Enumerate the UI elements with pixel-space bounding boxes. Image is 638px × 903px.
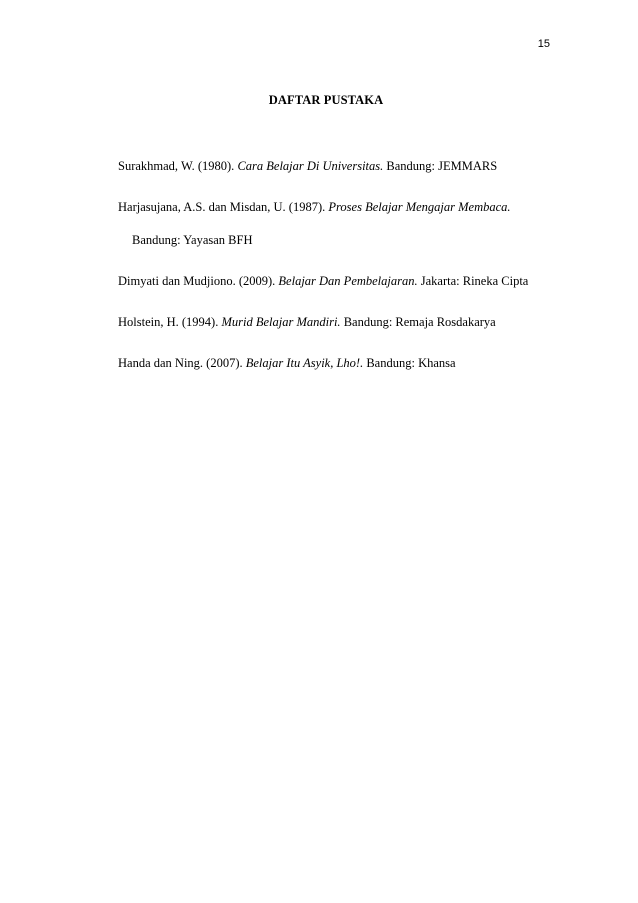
page-title: DAFTAR PUSTAKA [268, 93, 384, 107]
reference-item [118, 150, 538, 183]
reference-book-title: Belajar Itu Asyik, Lho!. [245, 356, 364, 370]
reference-book-title: Murid Belajar Mandiri. [221, 315, 341, 329]
reference-list [118, 150, 538, 388]
page-number: 15 [537, 38, 550, 50]
reference-publisher: Jakarta: Rineka Cipta [417, 274, 529, 288]
reference-publisher: Bandung: Remaja Rosdakarya [340, 315, 496, 329]
reference-item [118, 265, 538, 298]
reference-book-title: Proses Belajar Mengajar Membaca. [328, 200, 511, 214]
reference-author-year: Holstein, H. (1994). [118, 315, 222, 329]
reference-item [118, 306, 538, 339]
reference-publisher: Bandung: Khansa [363, 356, 456, 370]
reference-item [118, 347, 538, 380]
reference-book-title: Belajar Dan Pembelajaran. [278, 274, 418, 288]
reference-author-year: Handa dan Ning. (2007). [118, 356, 246, 370]
reference-author-year: Surakhmad, W. (1980). [118, 159, 238, 173]
reference-author-year: Harjasujana, A.S. dan Misdan, U. (1987). [118, 200, 329, 214]
reference-publisher: Bandung: Yayasan BFH [132, 233, 253, 247]
reference-item [118, 191, 538, 257]
reference-author-year: Dimyati dan Mudjiono. (2009). [118, 274, 279, 288]
reference-book-title: Cara Belajar Di Universitas. [237, 159, 384, 173]
reference-publisher: Bandung: JEMMARS [383, 159, 498, 173]
